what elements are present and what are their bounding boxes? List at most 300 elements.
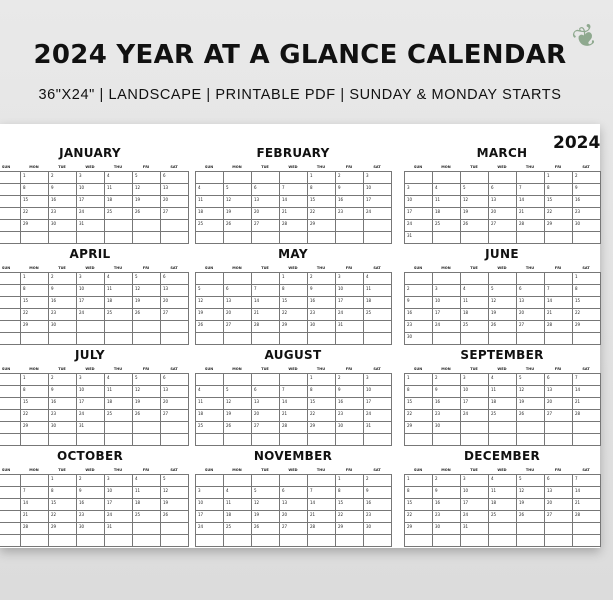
day-cell: 2 [433,374,461,386]
weekday-header [404,365,600,373]
day-cell: 15 [545,196,573,208]
weekday-label: SAT [373,266,381,270]
weekday-label: FRI [142,468,150,472]
day-cell [405,172,433,184]
day-grid [195,474,392,547]
day-cell [224,475,252,487]
weekday-header [195,264,391,272]
day-cell: 15 [308,196,336,208]
weekday-label: FRI [142,367,150,371]
day-cell: 28 [280,422,308,434]
day-cell: 24 [461,511,489,523]
day-cell: 9 [49,184,77,196]
day-cell: 13 [161,285,189,297]
day-grid [0,272,189,345]
day-cell: 14 [280,398,308,410]
weekday-label: TUE [58,468,66,472]
day-cell: 15 [336,499,364,511]
weekday-label: SAT [582,468,590,472]
day-cell: 25 [133,511,161,523]
weekday-label: THU [525,165,535,169]
day-cell: 2 [77,475,105,487]
day-cell: 2 [573,172,601,184]
day-cell: 18 [364,297,392,309]
day-cell: 2 [336,172,364,184]
day-cell: 20 [252,410,280,422]
day-cell: 20 [545,398,573,410]
day-cell: 22 [405,511,433,523]
weekday-header [0,365,188,373]
day-cell: 21 [21,511,49,523]
day-cell: 27 [489,220,517,232]
day-cell: 10 [433,297,461,309]
day-cell: 15 [405,398,433,410]
day-cell: 18 [196,208,224,220]
day-cell: 22 [336,511,364,523]
weekday-header [404,466,600,474]
day-grid [195,272,392,345]
weekday-label: MON [29,266,39,270]
day-cell: 25 [489,410,517,422]
day-cell [336,535,364,547]
day-cell: 1 [21,172,49,184]
day-cell: 28 [573,410,601,422]
day-cell: 11 [133,487,161,499]
day-cell: 8 [280,285,308,297]
day-cell: 7 [21,487,49,499]
day-cell: 18 [489,499,517,511]
day-cell: 3 [77,374,105,386]
day-cell: 25 [224,523,252,535]
day-cell: 3 [364,172,392,184]
day-cell: 13 [161,184,189,196]
day-cell: 16 [336,196,364,208]
day-cell: 26 [224,422,252,434]
day-cell: 23 [49,410,77,422]
day-cell: 29 [308,422,336,434]
day-cell: 8 [21,386,49,398]
month-name: JANUARY [59,146,121,160]
day-cell [196,535,224,547]
day-cell [545,523,573,535]
day-cell: 16 [49,196,77,208]
day-cell: 4 [105,273,133,285]
weekday-label: FRI [142,165,150,169]
day-cell: 23 [433,511,461,523]
day-cell: 27 [545,511,573,523]
day-cell: 10 [405,196,433,208]
day-cell: 20 [161,297,189,309]
day-cell: 5 [133,172,161,184]
weekday-label: THU [525,468,535,472]
day-cell: 7 [573,374,601,386]
day-cell [224,273,252,285]
day-cell: 21 [573,499,601,511]
page-title: 2024 YEAR AT A GLANCE CALENDAR [33,40,567,70]
day-cell: 16 [308,297,336,309]
day-cell [364,220,392,232]
month-name: FEBRUARY [256,146,330,160]
day-cell: 4 [105,374,133,386]
day-cell: 22 [308,208,336,220]
day-cell: 3 [433,285,461,297]
day-cell: 28 [252,321,280,333]
day-cell: 30 [336,422,364,434]
month-name: DECEMBER [463,449,541,463]
weekday-label: SUN [413,266,423,270]
weekday-label: MON [232,367,242,371]
day-cell: 5 [224,184,252,196]
day-cell [0,386,21,398]
day-cell: 28 [280,220,308,232]
day-cell: 28 [545,321,573,333]
day-cell: 22 [21,410,49,422]
weekday-label: SUN [413,367,423,371]
day-cell: 20 [224,309,252,321]
weekday-label: THU [525,266,535,270]
day-cell: 28 [517,220,545,232]
day-cell [0,184,21,196]
weekday-header [195,163,391,171]
day-cell: 27 [161,309,189,321]
day-cell: 20 [545,499,573,511]
day-cell: 23 [336,410,364,422]
day-cell: 1 [573,273,601,285]
day-cell [0,422,21,434]
day-cell: 17 [364,398,392,410]
day-cell: 8 [21,184,49,196]
day-cell [308,535,336,547]
day-cell: 20 [280,511,308,523]
day-cell: 23 [49,309,77,321]
day-cell [0,499,21,511]
day-cell: 27 [252,422,280,434]
weekday-label: THU [316,367,326,371]
day-cell: 19 [224,410,252,422]
month-july [0,344,188,439]
day-cell: 5 [224,386,252,398]
month-october [0,445,188,540]
day-cell [461,422,489,434]
weekday-header [404,163,600,171]
day-cell [517,535,545,547]
month-name: APRIL [69,247,111,261]
weekday-label: FRI [345,468,353,472]
day-cell [0,208,21,220]
weekday-label: SAT [582,367,590,371]
day-cell: 5 [133,374,161,386]
day-cell [0,285,21,297]
day-cell [161,220,189,232]
day-cell: 29 [405,422,433,434]
weekday-label: MON [441,266,451,270]
weekday-label: WED [288,367,298,371]
day-cell: 31 [77,220,105,232]
weekday-label: SUN [1,266,11,270]
weekday-label: THU [113,165,123,169]
day-cell: 22 [573,309,601,321]
day-cell: 11 [433,196,461,208]
day-cell: 18 [105,297,133,309]
day-cell: 30 [405,333,433,345]
weekday-label: SAT [373,468,381,472]
day-cell: 18 [433,208,461,220]
weekday-header [404,264,600,272]
day-cell: 24 [364,208,392,220]
day-cell: 18 [105,196,133,208]
day-cell: 29 [573,321,601,333]
day-cell: 6 [224,285,252,297]
day-cell: 23 [573,208,601,220]
day-cell [364,535,392,547]
day-cell: 27 [224,321,252,333]
day-cell [0,321,21,333]
day-cell [0,297,21,309]
weekday-header [0,264,188,272]
day-cell: 10 [105,487,133,499]
month-september [404,344,600,439]
month-name: JULY [75,348,105,362]
day-cell [489,535,517,547]
day-cell [0,309,21,321]
day-cell: 13 [517,297,545,309]
day-cell: 19 [133,398,161,410]
day-cell [461,535,489,547]
day-cell: 15 [49,499,77,511]
day-cell: 16 [77,499,105,511]
day-cell: 14 [280,196,308,208]
month-january [0,142,188,237]
day-cell: 6 [545,475,573,487]
day-cell: 11 [105,184,133,196]
month-may [195,243,391,338]
day-cell: 23 [364,511,392,523]
day-cell: 6 [161,172,189,184]
day-cell: 15 [21,196,49,208]
day-cell: 16 [364,499,392,511]
day-cell: 5 [161,475,189,487]
weekday-label: SAT [373,367,381,371]
day-cell: 4 [364,273,392,285]
day-cell: 24 [77,208,105,220]
day-cell [77,321,105,333]
day-cell: 19 [489,309,517,321]
day-cell: 15 [405,499,433,511]
day-cell: 13 [224,297,252,309]
day-cell: 10 [77,184,105,196]
day-cell [133,535,161,547]
day-cell: 1 [336,475,364,487]
day-cell: 16 [336,398,364,410]
day-cell: 27 [545,410,573,422]
day-cell: 16 [405,309,433,321]
weekday-label: MON [29,468,39,472]
month-december [404,445,600,540]
day-cell: 25 [196,422,224,434]
month-name: MAY [278,247,308,261]
day-cell: 11 [364,285,392,297]
day-cell [252,172,280,184]
day-cell: 3 [336,273,364,285]
weekday-label: FRI [345,367,353,371]
day-cell: 12 [196,297,224,309]
weekday-label: TUE [261,468,269,472]
weekday-label: THU [316,266,326,270]
day-cell: 2 [336,374,364,386]
day-cell: 22 [21,309,49,321]
day-cell [224,374,252,386]
day-cell: 2 [49,273,77,285]
day-cell [161,321,189,333]
weekday-header [0,163,188,171]
day-cell: 26 [133,309,161,321]
day-cell: 14 [545,297,573,309]
day-cell: 31 [105,523,133,535]
day-cell [0,196,21,208]
day-cell: 10 [336,285,364,297]
weekday-label: THU [316,468,326,472]
day-cell: 11 [196,196,224,208]
day-cell: 27 [280,523,308,535]
day-cell [433,535,461,547]
leaf-icon: ❦ [566,16,605,59]
day-cell [336,220,364,232]
weekday-label: MON [441,165,451,169]
day-cell: 8 [545,184,573,196]
weekday-label: SAT [170,165,178,169]
day-cell: 5 [517,475,545,487]
day-cell: 9 [77,487,105,499]
day-grid [404,272,601,345]
day-cell: 28 [573,511,601,523]
year-label: 2024 [553,133,601,153]
day-cell: 3 [105,475,133,487]
day-cell: 29 [21,220,49,232]
day-cell: 29 [49,523,77,535]
weekday-label: TUE [470,468,478,472]
day-cell: 29 [21,321,49,333]
weekday-label: FRI [142,266,150,270]
day-cell: 8 [49,487,77,499]
day-cell: 10 [461,386,489,398]
day-cell: 20 [489,208,517,220]
day-cell: 9 [308,285,336,297]
day-cell: 21 [545,309,573,321]
day-cell [545,535,573,547]
day-cell [161,422,189,434]
weekday-label: SUN [204,367,214,371]
day-cell: 5 [489,285,517,297]
day-cell: 8 [573,285,601,297]
day-cell: 21 [517,208,545,220]
day-cell: 9 [433,487,461,499]
day-cell [0,273,21,285]
weekday-label: SAT [170,468,178,472]
weekday-label: TUE [261,266,269,270]
weekday-label: SAT [582,266,590,270]
day-cell: 5 [517,374,545,386]
day-cell: 1 [280,273,308,285]
day-cell: 13 [280,499,308,511]
weekday-label: TUE [261,165,269,169]
day-cell [133,422,161,434]
day-cell [252,475,280,487]
day-cell: 24 [461,410,489,422]
weekday-label: TUE [470,165,478,169]
weekday-label: THU [525,367,535,371]
day-cell: 14 [308,499,336,511]
month-november [195,445,391,540]
day-cell: 1 [405,475,433,487]
day-cell: 16 [49,297,77,309]
day-cell: 29 [405,523,433,535]
day-cell [489,422,517,434]
day-cell: 22 [49,511,77,523]
weekday-label: WED [288,468,298,472]
day-cell: 26 [252,523,280,535]
day-cell: 8 [308,386,336,398]
month-april [0,243,188,338]
day-cell: 14 [252,297,280,309]
day-cell: 7 [280,184,308,196]
weekday-label: SUN [1,165,11,169]
day-cell: 28 [308,523,336,535]
day-cell [573,523,601,535]
day-cell: 21 [252,309,280,321]
day-cell: 2 [364,475,392,487]
month-name: AUGUST [264,348,322,362]
day-cell: 25 [196,220,224,232]
day-cell [517,273,545,285]
day-cell [545,273,573,285]
weekday-label: MON [441,468,451,472]
day-cell: 13 [252,196,280,208]
day-cell: 11 [489,487,517,499]
day-cell [280,535,308,547]
weekday-label: THU [113,266,123,270]
day-cell: 1 [405,374,433,386]
day-cell: 8 [336,487,364,499]
weekday-label: SUN [204,165,214,169]
day-cell: 2 [405,285,433,297]
day-cell: 6 [161,273,189,285]
day-cell: 7 [252,285,280,297]
weekday-header [0,466,188,474]
day-cell: 26 [133,208,161,220]
weekday-label: THU [316,165,326,169]
day-cell: 12 [252,499,280,511]
day-cell: 17 [77,297,105,309]
day-cell [405,535,433,547]
calendar-poster [0,124,600,548]
day-cell: 7 [517,184,545,196]
day-cell: 26 [161,511,189,523]
day-cell: 19 [133,297,161,309]
day-cell: 9 [336,386,364,398]
weekday-label: FRI [554,367,562,371]
day-cell: 13 [161,386,189,398]
weekday-label: FRI [554,468,562,472]
weekday-label: WED [288,266,298,270]
day-cell: 3 [196,487,224,499]
weekday-label: SUN [413,468,423,472]
day-cell [133,523,161,535]
day-cell: 11 [461,297,489,309]
day-cell: 4 [196,386,224,398]
day-cell [0,410,21,422]
day-cell: 19 [161,499,189,511]
day-cell [280,475,308,487]
